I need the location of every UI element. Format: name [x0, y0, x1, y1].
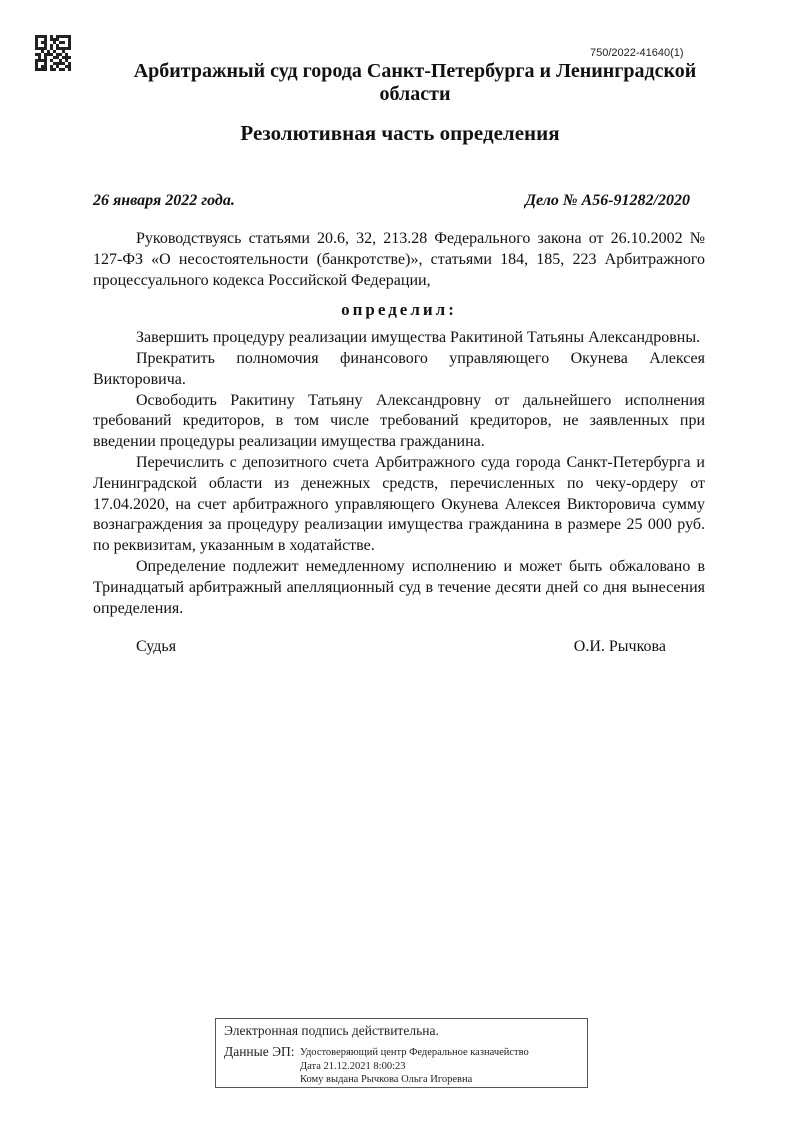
ruling-paragraph: Перечислить с депозитного счета Арбитражного суда города Санкт-Петербурга и Ленинградской области из денежных средств, перечисленных по чеку-ордеру от 17.04.2020, на счет арбитражного управляющего Окунева Алексея Викторовича сумму вознаграждения за процедуру реализации имущества гражданина в размере 25 000 руб. по реквизитам, указанным в ходатайстве.	[93, 453, 705, 555]
signature-date: Дата 21.12.2021 8:00:23	[300, 1060, 406, 1072]
ruling-paragraph: Освободить Ракитину Татьяну Александровну от дальнейшего исполнения требований кредиторов, в том числе требований кредиторов, не заявленных при введении процедуры реализации имущества гражданина.	[93, 391, 705, 451]
decided-heading: определил:	[341, 300, 457, 320]
court-name: Арбитражный суд города Санкт-Петербурга и Ленинградской области	[133, 60, 697, 105]
signature-details	[300, 1044, 529, 1087]
preamble-paragraph: Руководствуясь статьями 20.6, 32, 213.28 Федерального закона от 26.10.2002 № 127-ФЗ «О несостоятельности (банкротстве)», статьями 184, 185, 223 Арбитражного процессуального кодекса Российской Федерации,	[93, 230, 705, 289]
signature-issuer: Удостоверяющий центр Федеральное казначейство	[300, 1047, 529, 1058]
qr-code	[35, 35, 71, 71]
ruling-paragraph: Определение подлежит немедленному исполнению и может быть обжаловано в Тринадцатый арбитражный апелляционный суд в течение десяти дней со дня вынесения определения.	[93, 557, 705, 617]
signature-status: Электронная подпись действительна.	[224, 1023, 439, 1038]
ruling-paragraph: Прекратить полномочия финансового управляющего Окунева Алексея Викторовича.	[93, 349, 705, 388]
case-number: Дело № А56-91282/2020	[525, 192, 690, 209]
document-number: 750/2022-41640(1)	[590, 47, 684, 59]
ruling-paragraph: Завершить процедуру реализации имущества Ракитиной Татьяны Александровны.	[136, 329, 701, 347]
signature-issued-to: Кому выдана Рычкова Ольга Игоревна	[300, 1074, 473, 1085]
judge-role: Судья	[136, 638, 177, 655]
signature-data-label: Данные ЭП:	[224, 1044, 295, 1059]
judge-name: О.И. Рычкова	[573, 638, 666, 655]
document-body	[93, 229, 705, 619]
document-title: Резолютивная часть определения	[240, 121, 560, 145]
signature-line	[136, 638, 666, 656]
date-case-line	[93, 192, 690, 210]
document-date: 26 января 2022 года.	[93, 192, 235, 209]
electronic-signature-box	[215, 1018, 588, 1088]
